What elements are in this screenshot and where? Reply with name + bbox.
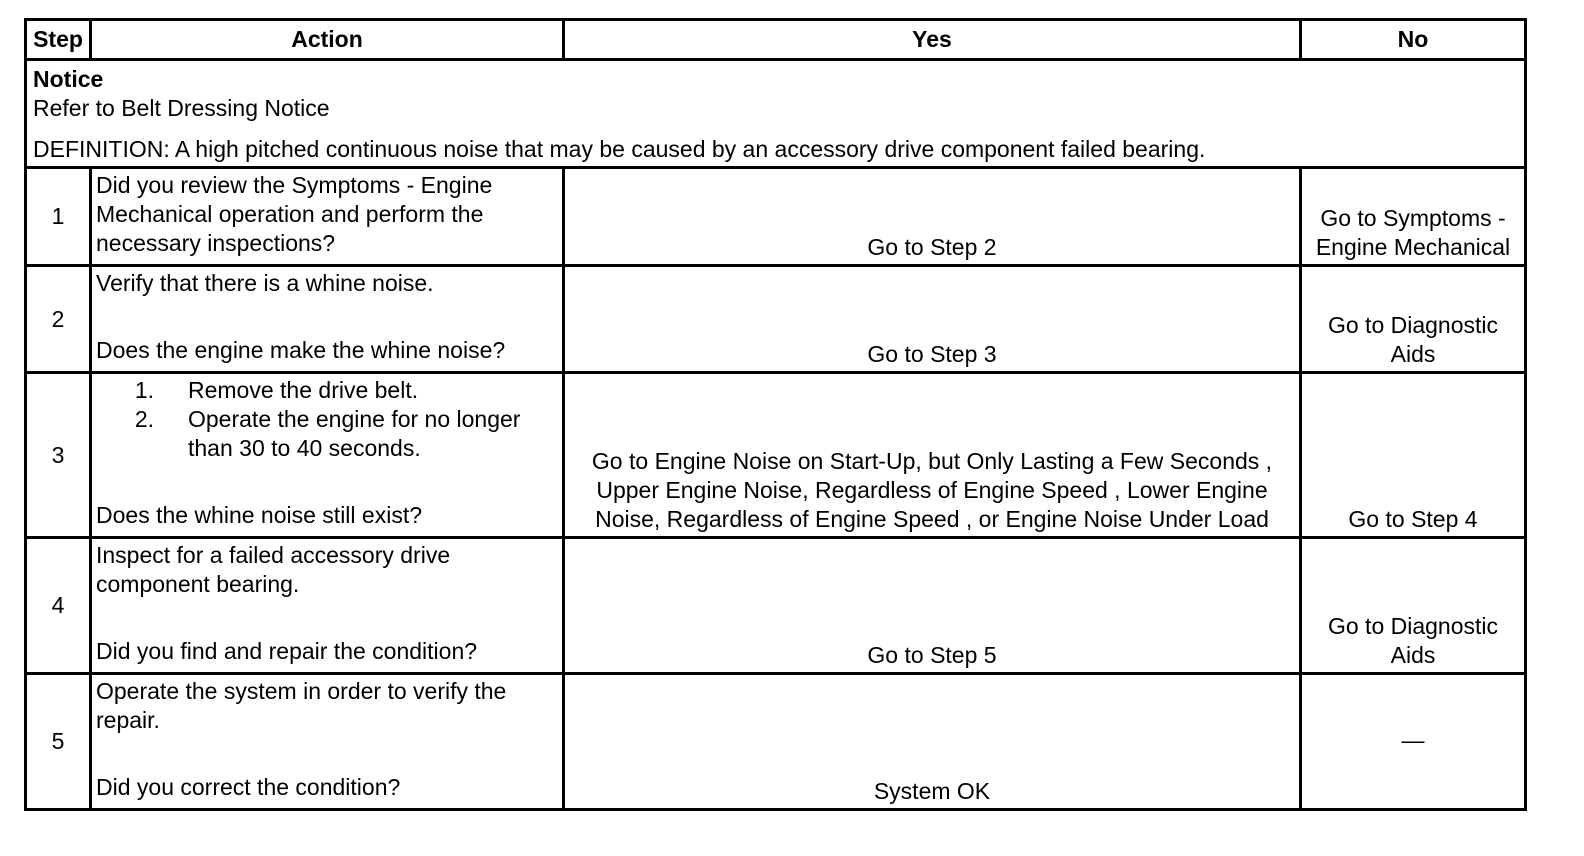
table-row — [26, 538, 1526, 674]
action-question: Did you find and repair the condition? — [96, 638, 478, 664]
header-action: Action — [91, 20, 564, 60]
action-cell — [91, 538, 564, 674]
notice-row — [26, 60, 1526, 168]
action-cell — [91, 674, 564, 810]
step-number: 4 — [26, 538, 91, 674]
notice-title: Notice — [33, 66, 104, 92]
action-cell — [91, 373, 564, 538]
yes-cell: System OK — [564, 674, 1301, 810]
list-item: 2. Operate the engine for no longer than 30 to 40 seconds. — [154, 405, 558, 463]
header-yes: Yes — [564, 20, 1301, 60]
step-number: 1 — [26, 168, 91, 266]
table-row — [26, 266, 1526, 373]
yes-cell: Go to Step 2 — [564, 168, 1301, 266]
no-cell: Go to Symptoms - Engine Mechanical — [1301, 168, 1526, 266]
action-text: Operate the system in order to verify the repair. — [96, 678, 507, 733]
action-cell — [91, 266, 564, 373]
notice-text: Refer to Belt Dressing Notice — [33, 95, 330, 121]
action-question: Does the whine noise still exist? — [96, 502, 422, 528]
no-cell: Go to Diagnostic Aids — [1301, 266, 1526, 373]
definition-text: DEFINITION: A high pitched continuous noise that may be caused by an accessory drive component failed bearing. — [33, 136, 1206, 162]
step-number: 3 — [26, 373, 91, 538]
header-no: No — [1301, 20, 1526, 60]
action-text: Verify that there is a whine noise. — [96, 270, 434, 296]
header-step: Step — [26, 20, 91, 60]
table-row — [26, 373, 1526, 538]
yes-cell: Go to Engine Noise on Start-Up, but Only Lasting a Few Seconds , Upper Engine Noise, Regardless of Engine Speed , Lower Engine Noise, Regardless of Engine Speed , or Engine Noise Under Load — [564, 373, 1301, 538]
yes-cell: Go to Step 3 — [564, 266, 1301, 373]
no-cell: Go to Diagnostic Aids — [1301, 538, 1526, 674]
list-item: 1. Remove the drive belt. — [154, 376, 558, 405]
diagnostic-table — [24, 18, 1527, 811]
table-row — [26, 674, 1526, 810]
action-question: Does the engine make the whine noise? — [96, 337, 506, 363]
no-cell: Go to Step 4 — [1301, 373, 1526, 538]
step-number: 5 — [26, 674, 91, 810]
header-row — [26, 20, 1526, 60]
action-cell: Did you review the Symptoms - Engine Mechanical operation and perform the necessary inspections? — [91, 168, 564, 266]
yes-cell: Go to Step 5 — [564, 538, 1301, 674]
notice-cell — [26, 60, 1526, 168]
table-row — [26, 168, 1526, 266]
no-cell: — — [1301, 674, 1526, 810]
action-question: Did you correct the condition? — [96, 774, 401, 800]
action-text: Inspect for a failed accessory drive component bearing. — [96, 542, 451, 597]
action-steps-list — [96, 376, 558, 463]
step-number: 2 — [26, 266, 91, 373]
